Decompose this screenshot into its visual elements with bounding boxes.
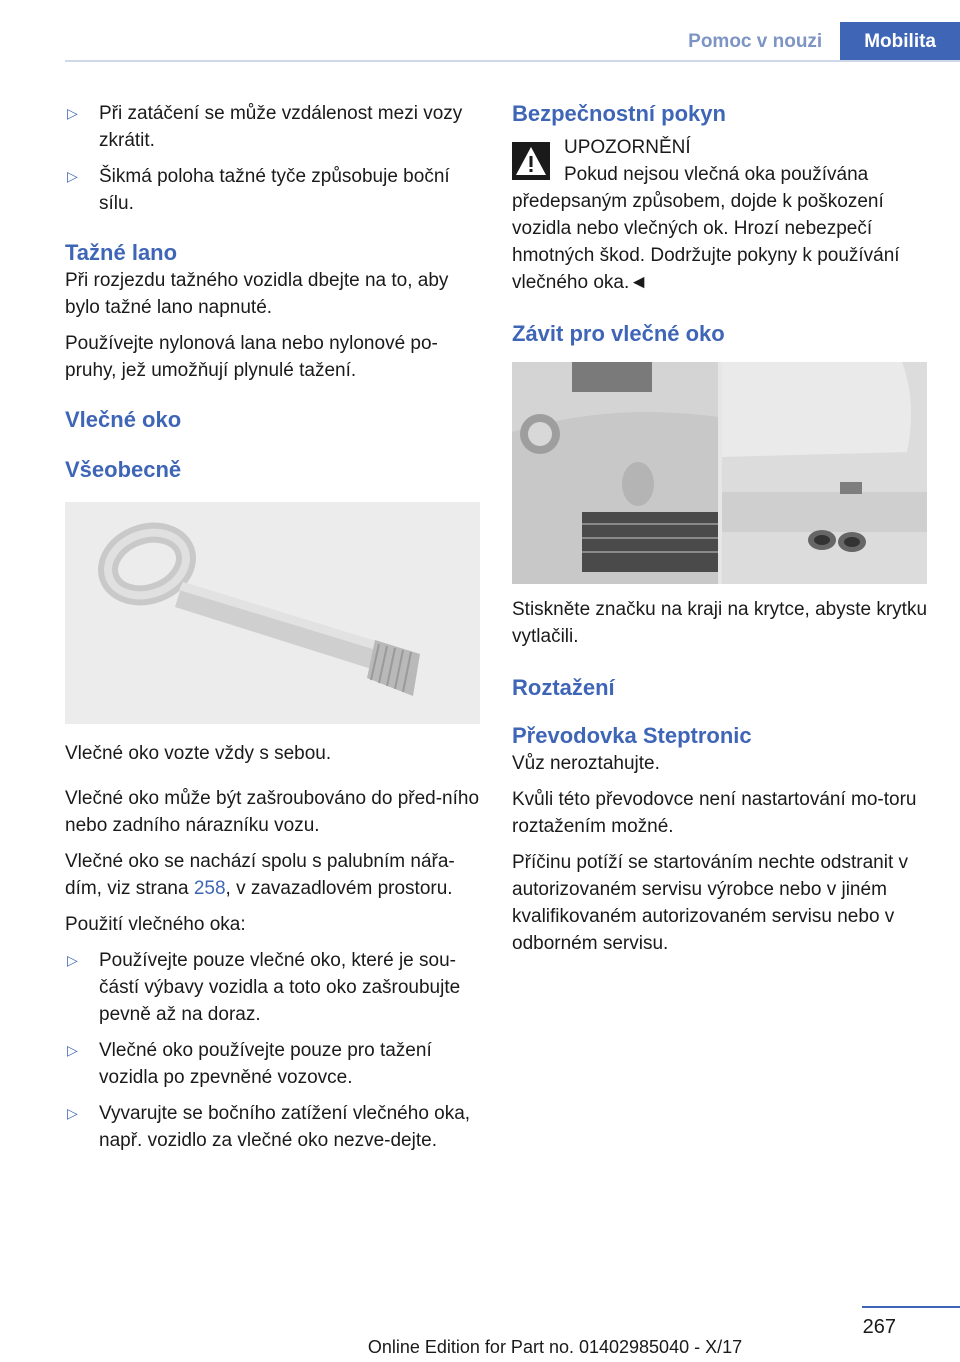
footer-divider	[862, 1306, 960, 1308]
paragraph: Vůz neroztahujte.	[512, 753, 660, 774]
paragraph: Používejte nylonová lana nebo nylonové po-pruhy, jež umožňují plynulé tažení.	[65, 333, 438, 381]
paragraph: Stiskněte značku na kraji na krytce, abyste krytku vytlačili.	[512, 599, 928, 647]
header-divider	[65, 60, 960, 62]
list-item	[65, 947, 483, 1028]
subsection-heading-general: Všeobecně	[65, 457, 182, 482]
list-item	[65, 1100, 483, 1154]
tab-section[interactable]: Pomoc v nouzi	[688, 31, 823, 52]
edition-footer: Online Edition for Part no. 01402985040 - X/17	[367, 1337, 743, 1357]
paragraph: Použití vlečného oka:	[65, 914, 246, 935]
section-heading-rope: Tažné lano	[65, 240, 178, 265]
bumper-cover-photo	[512, 362, 927, 584]
list-item	[65, 163, 483, 217]
warning-triangle-icon	[512, 142, 550, 180]
tab-chapter[interactable]: Mobilita	[840, 22, 960, 62]
paragraph: Vlečné oko vozte vždy s sebou.	[65, 743, 332, 764]
list-item	[65, 100, 483, 154]
paragraph: Vlečné oko může být zašroubováno do před-ního nebo zadního nárazníku vozu.	[65, 788, 480, 836]
warning-text: Pokud nejsou vlečná oka používána předepsaným způsobem, dojde k poškození vozidla nebo vlečných ok. Hrozí nebezpečí hmotných škod. Dodržujte pokyny k používání vlečného oka.◄	[512, 164, 900, 293]
triangle-bullet-icon: ▷	[67, 1105, 78, 1121]
paragraph-text: , v zavazadlovém prostoru.	[225, 878, 453, 899]
right-column	[512, 100, 930, 966]
triangle-bullet-icon: ▷	[67, 105, 78, 121]
paragraph	[65, 848, 483, 902]
left-column	[65, 100, 483, 1163]
tow-eye-icon	[65, 502, 480, 724]
warning-block	[512, 134, 930, 188]
section-heading-tow-eye: Vlečné oko	[65, 407, 182, 432]
warning-label: UPOZORNĚNÍ	[564, 137, 691, 158]
paragraph: Příčinu potíží se startováním nechte odstranit v autorizovaném servisu výrobce nebo v jiném kvalifikovaném autorizovaném servisu nebo v odborném servisu.	[512, 852, 909, 954]
list-item	[65, 1037, 483, 1091]
section-heading-start: Roztažení	[512, 675, 615, 700]
page-link[interactable]: 258	[193, 878, 226, 899]
list-item-text: Vyvarujte se bočního zatížení vlečného oka, např. vozidlo za vlečné oko nezve-dejte.	[99, 1103, 471, 1151]
list-item-text: Při zatáčení se může vzdálenost mezi vozy zkrátit.	[99, 103, 463, 151]
section-heading-safety: Bezpečnostní pokyn	[512, 101, 726, 126]
bumper-cover-icon	[512, 362, 927, 584]
triangle-bullet-icon: ▷	[67, 168, 78, 184]
list-item-text: Používejte pouze vlečné oko, které je sou-částí výbavy vozidla a toto oko zašroubujte pevně až na doraz.	[99, 950, 461, 1025]
header-tabs	[670, 22, 960, 62]
list-item-text: Šikmá poloha tažné tyče způsobuje boční sílu.	[99, 166, 450, 214]
subsection-heading-steptronic: Převodovka Steptronic	[512, 723, 752, 748]
list-item-text: Vlečné oko používejte pouze pro tažení vozidla po zpevněné vozovce.	[99, 1040, 432, 1088]
paragraph: Kvůli této převodovce není nastartování mo-toru roztažením možné.	[512, 789, 917, 837]
triangle-bullet-icon: ▷	[67, 1042, 78, 1058]
tow-eye-illustration	[65, 502, 480, 724]
page-header	[0, 0, 960, 62]
page-number: 267	[862, 1316, 896, 1338]
paragraph: Při rozjezdu tažného vozidla dbejte na to, aby bylo tažné lano napnuté.	[65, 270, 449, 318]
paragraph-text: Vlečné oko se nachází spolu s palubním nářa-dím, viz strana	[65, 851, 455, 899]
triangle-bullet-icon: ▷	[67, 952, 78, 968]
section-heading-thread: Závit pro vlečné oko	[512, 321, 725, 346]
